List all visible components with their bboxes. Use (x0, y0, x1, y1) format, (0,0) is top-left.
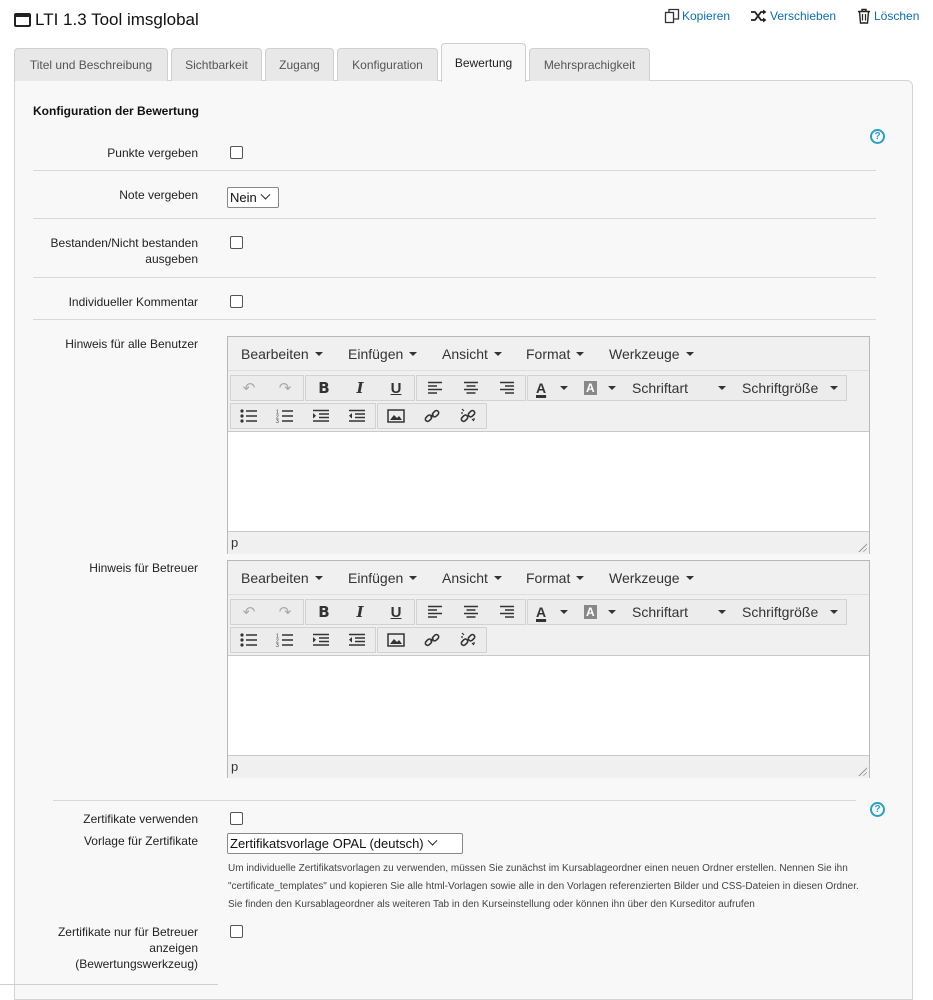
editor-toolbar-row2 (230, 627, 488, 653)
chevron-down-icon (427, 836, 437, 846)
align-right-icon[interactable] (489, 600, 525, 624)
caret-down-icon (409, 576, 417, 580)
divider (53, 800, 856, 801)
menu-format[interactable]: Format (526, 346, 584, 362)
award-grade-select[interactable] (227, 187, 279, 208)
background-color-icon: A (586, 605, 595, 619)
pass-fail-checkbox[interactable] (230, 236, 243, 249)
caret-down-icon (830, 610, 838, 614)
tab-title-description[interactable]: Titel und Beschreibung (14, 48, 168, 81)
text-color-icon: A (536, 604, 547, 620)
certificate-template-value: Zertifikatsvorlage OPAL (deutsch) (230, 836, 424, 851)
copy-label: Kopieren (682, 9, 731, 23)
image-icon[interactable] (378, 404, 414, 428)
individual-comment-checkbox[interactable] (230, 295, 243, 308)
move-button[interactable] (750, 7, 836, 25)
menu-insert[interactable]: Einfügen (348, 570, 417, 586)
page-title: LTI 1.3 Tool imsglobal (35, 10, 199, 29)
link-icon[interactable] (414, 628, 450, 652)
resize-handle-icon[interactable] (857, 766, 867, 776)
award-points-label: Punkte vergeben (107, 146, 198, 160)
resize-handle-icon[interactable] (857, 542, 867, 552)
background-color-button[interactable] (576, 600, 624, 624)
divider (33, 319, 876, 320)
tab-visibility[interactable]: Sichtbarkeit (171, 48, 262, 81)
divider (33, 277, 876, 278)
undo-icon[interactable]: ↶ (242, 380, 256, 397)
caret-down-icon (718, 386, 726, 390)
section-title: Konfiguration der Bewertung (33, 104, 199, 118)
redo-icon[interactable]: ↷ (278, 380, 292, 397)
move-label: Verschieben (770, 9, 837, 23)
page-header (14, 9, 199, 31)
indent-icon[interactable] (303, 628, 339, 652)
divider (0, 984, 218, 985)
tab-assessment[interactable]: Bewertung (441, 43, 526, 82)
outdent-icon[interactable] (339, 628, 375, 652)
align-center-icon[interactable] (453, 376, 489, 400)
align-right-icon[interactable] (489, 376, 525, 400)
editor-toolbar-row1 (230, 599, 848, 625)
bullet-list-icon[interactable] (231, 628, 267, 652)
italic-icon[interactable]: I (356, 379, 364, 397)
menu-tools[interactable]: Werkzeuge (609, 570, 694, 586)
bold-icon[interactable]: B (318, 379, 330, 397)
caret-down-icon (576, 352, 584, 356)
award-grade-label: Note vergeben (119, 188, 198, 202)
help-icon[interactable]: ? (870, 129, 885, 144)
font-family-select[interactable]: Schriftart (624, 600, 734, 624)
use-certificates-checkbox[interactable] (230, 812, 243, 825)
font-size-select[interactable]: Schriftgröße (734, 600, 846, 624)
bullet-list-icon[interactable] (231, 404, 267, 428)
italic-icon[interactable]: I (356, 603, 364, 621)
editor-content-area[interactable] (228, 655, 869, 756)
underline-icon[interactable]: U (390, 603, 402, 621)
element-path: p (231, 535, 239, 550)
caret-down-icon (315, 576, 323, 580)
editor-statusbar (228, 532, 869, 554)
text-color-icon: A (536, 380, 547, 396)
editor-content-area[interactable] (228, 431, 869, 532)
caret-down-icon (494, 576, 502, 580)
trash-icon (856, 8, 872, 24)
bold-icon[interactable]: B (318, 603, 330, 621)
certificates-tutors-only-checkbox[interactable] (230, 925, 243, 938)
editor-toolbar-row1 (230, 375, 848, 401)
copy-button[interactable] (664, 7, 730, 25)
rich-text-editor-tutors (227, 560, 870, 778)
svg-text:2: 2 (276, 414, 279, 421)
numbered-list-icon[interactable] (267, 628, 303, 652)
caret-down-icon (608, 386, 616, 390)
shuffle-icon (750, 8, 768, 24)
note-tutors-label: Hinweis für Betreuer (89, 561, 198, 575)
tab-access[interactable]: Zugang (265, 48, 334, 81)
unlink-icon[interactable] (450, 404, 486, 428)
text-color-button[interactable] (528, 376, 576, 400)
text-color-button[interactable] (528, 600, 576, 624)
svg-text:1: 1 (276, 409, 279, 416)
image-icon[interactable] (378, 628, 414, 652)
award-grade-value: Nein (230, 190, 257, 205)
menu-view[interactable]: Ansicht (442, 570, 502, 586)
font-family-select[interactable]: Schriftart (624, 376, 734, 400)
tab-multilingual[interactable]: Mehrsprachigkeit (529, 48, 650, 81)
caret-down-icon (686, 352, 694, 356)
caret-down-icon (560, 386, 568, 390)
menu-view[interactable]: Ansicht (442, 346, 502, 362)
svg-text:3: 3 (276, 643, 279, 647)
delete-label: Löschen (874, 9, 920, 23)
editor-menubar (228, 561, 869, 595)
rich-text-editor-all-users (227, 336, 870, 554)
certificate-template-hint: Um individuelle Zertifikatsvorlagen zu verwenden, müssen Sie zunächst im Kursablageordner einen neuen Ordner erstellen. Nennen Sie ihn "certificate_templates" und kopieren Sie alle html-Vorlagen sowie alle in den Vorlagen referenzierten Bilder und CSS-Dateien in diesen Ordner. Sie finden den Kursablageordner als weiteren Tab in den Kurseinstellung oder können ihn über den Kurseditor aufrufen (228, 863, 859, 910)
certificates-tutors-only-label: Zertifikate nur für Betreuer anzeigen (Bewertungswerkzeug) (57, 925, 198, 971)
pass-fail-label: Bestanden/Nicht bestanden ausgeben (50, 236, 198, 266)
award-points-checkbox[interactable] (230, 146, 243, 159)
link-icon[interactable] (414, 404, 450, 428)
caret-down-icon (576, 576, 584, 580)
chevron-down-icon (260, 190, 270, 200)
indent-icon[interactable] (303, 404, 339, 428)
caret-down-icon (686, 576, 694, 580)
element-path: p (231, 759, 239, 774)
editor-toolbar-row2 (230, 403, 488, 429)
svg-text:1: 1 (276, 633, 279, 640)
certificate-template-label: Vorlage für Zertifikate (83, 834, 198, 848)
copy-icon (664, 8, 680, 24)
svg-text:3: 3 (276, 419, 279, 423)
note-all-users-label: Hinweis für alle Benutzer (65, 337, 198, 351)
menu-edit[interactable]: Bearbeiten (241, 570, 323, 586)
align-left-icon[interactable] (417, 600, 453, 624)
tab-configuration[interactable]: Konfiguration (337, 48, 438, 81)
unlink-icon[interactable] (450, 628, 486, 652)
background-color-icon: A (586, 381, 595, 395)
caret-down-icon (315, 352, 323, 356)
certificate-template-select[interactable] (227, 833, 463, 854)
caret-down-icon (494, 352, 502, 356)
redo-icon[interactable]: ↷ (278, 604, 292, 621)
caret-down-icon (718, 610, 726, 614)
menu-edit[interactable]: Bearbeiten (241, 346, 323, 362)
menu-tools[interactable]: Werkzeuge (609, 346, 694, 362)
caret-down-icon (608, 610, 616, 614)
divider (33, 170, 876, 171)
svg-text:2: 2 (276, 638, 279, 645)
individual-comment-label: Individueller Kommentar (68, 295, 198, 309)
undo-icon[interactable]: ↶ (242, 604, 256, 621)
numbered-list-icon[interactable] (267, 404, 303, 428)
divider (33, 218, 876, 219)
align-left-icon[interactable] (417, 376, 453, 400)
delete-button[interactable] (856, 7, 919, 25)
underline-icon[interactable]: U (390, 379, 402, 397)
caret-down-icon (409, 352, 417, 356)
editor-menubar (228, 337, 869, 371)
editor-statusbar (228, 756, 869, 778)
font-size-select[interactable]: Schriftgröße (734, 376, 846, 400)
help-icon[interactable]: ? (870, 802, 885, 817)
use-certificates-label: Zertifikate verwenden (83, 812, 198, 826)
window-icon (14, 13, 31, 27)
caret-down-icon (560, 610, 568, 614)
outdent-icon[interactable] (339, 404, 375, 428)
align-center-icon[interactable] (453, 600, 489, 624)
caret-down-icon (830, 386, 838, 390)
menu-format[interactable]: Format (526, 570, 584, 586)
menu-insert[interactable]: Einfügen (348, 346, 417, 362)
background-color-button[interactable] (576, 376, 624, 400)
